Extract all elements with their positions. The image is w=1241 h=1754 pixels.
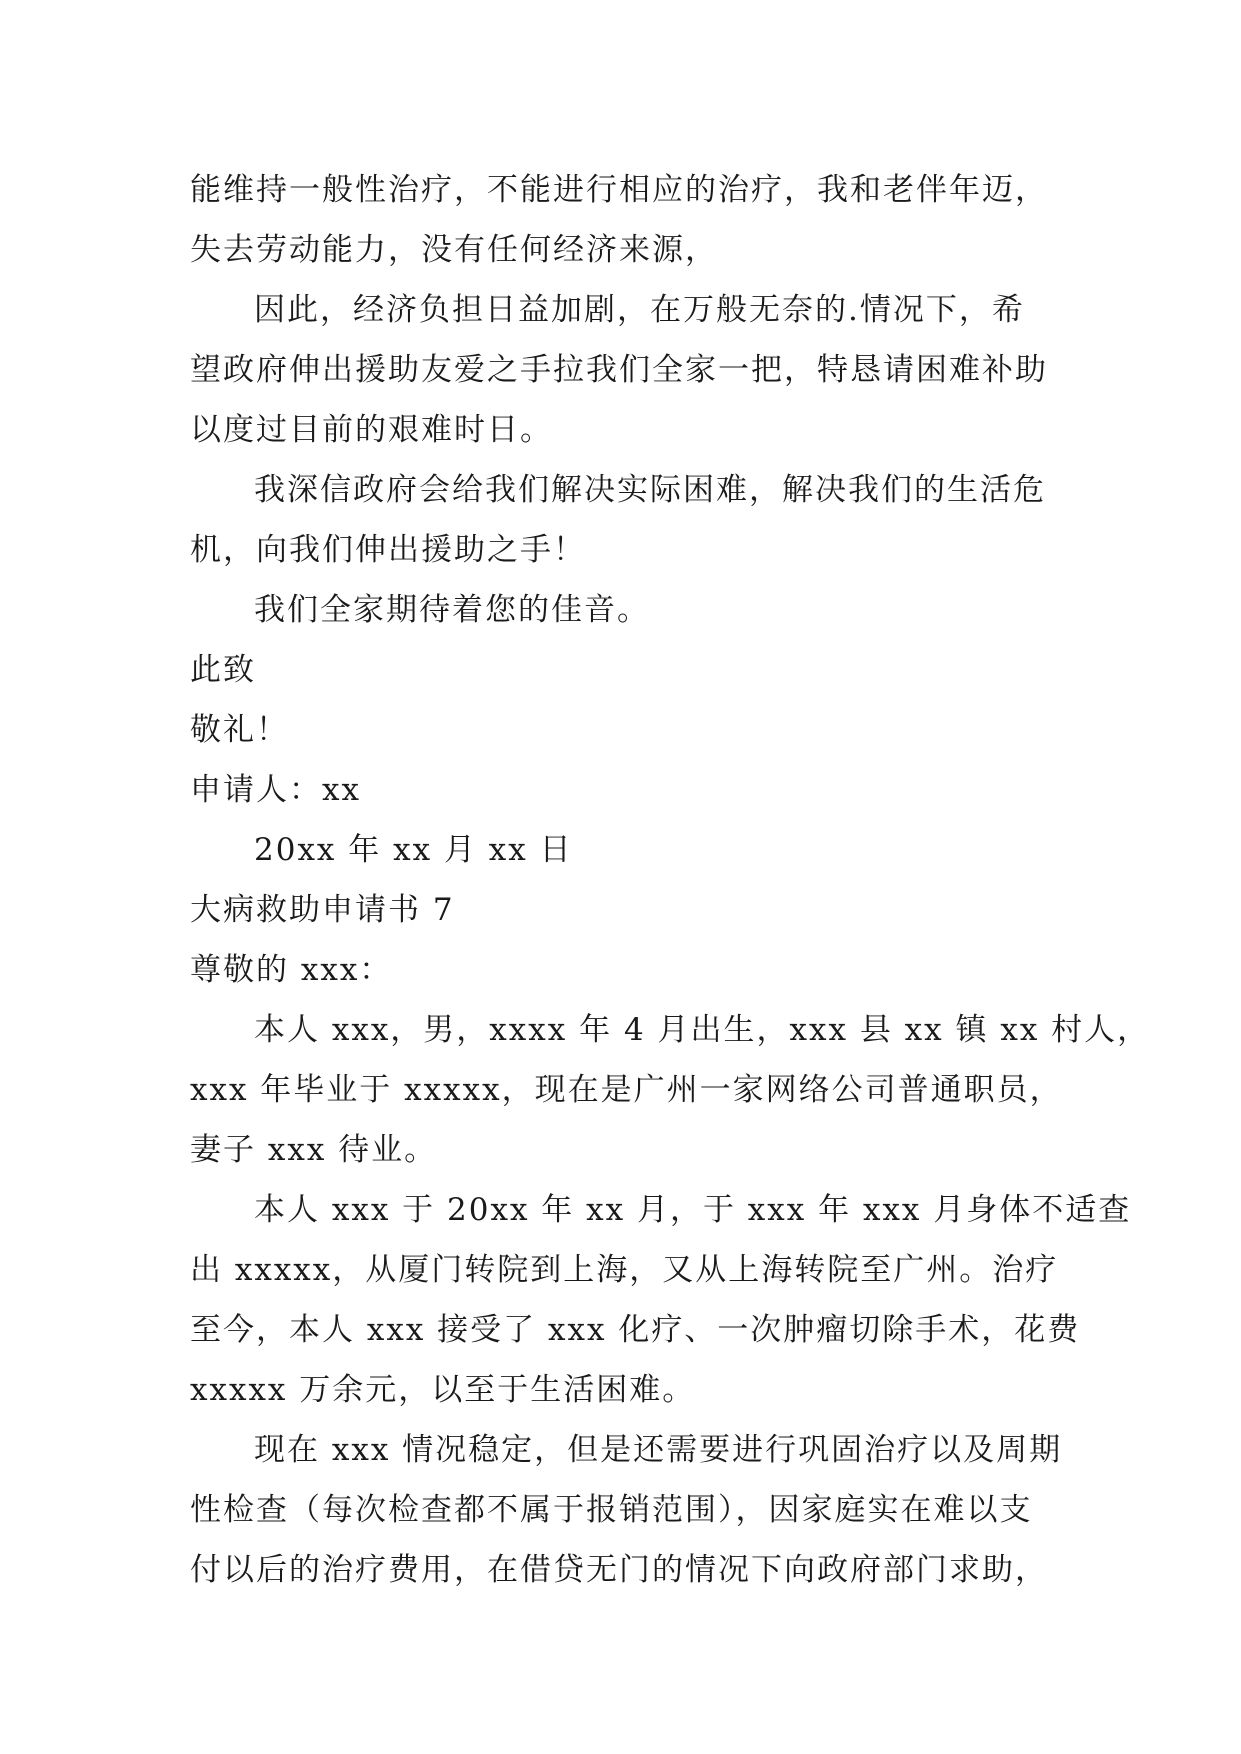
closing-salutation: 此致 (190, 652, 256, 688)
letter-greeting: 尊敬的 xxx： (190, 952, 393, 988)
letter-date: 20xx 年 xx 月 xx 日 (254, 832, 573, 868)
text-line: 性检查（每次检查都不属于报销范围），因家庭实在难以支 (190, 1492, 1033, 1528)
closing-regards: 敬礼！ (190, 712, 289, 748)
text-line: xxxxx 万余元，以至于生活困难。 (190, 1372, 696, 1408)
text-line: 以度过目前的艰难时日。 (190, 412, 553, 448)
text-line: 能维持一般性治疗，不能进行相应的治疗，我和老伴年迈， (190, 172, 1048, 208)
text-line: 出 xxxxx，从厦门转院到上海，又从上海转院至广州。治疗 (190, 1252, 1059, 1288)
text-line: 至今，本人 xxx 接受了 xxx 化疗、一次肿瘤切除手术，花费 (190, 1312, 1081, 1348)
text-line: 现在 xxx 情况稳定，但是还需要进行巩固治疗以及周期 (254, 1432, 1063, 1468)
text-line: 本人 xxx 于 20xx 年 xx 月，于 xxx 年 xxx 月身体不适查 (254, 1192, 1132, 1228)
text-line: xxx 年毕业于 xxxxx，现在是广州一家网络公司普通职员， (190, 1072, 1063, 1108)
text-line: 机，向我们伸出援助之手！ (190, 532, 586, 568)
text-line: 望政府伸出援助友爱之手拉我们全家一把，特恳请困难补助 (190, 352, 1048, 388)
text-line: 付以后的治疗费用，在借贷无门的情况下向政府部门求助， (190, 1552, 1048, 1588)
text-line: 本人 xxx，男，xxxx 年 4 月出生，xxx 县 xx 镇 xx 村人， (254, 1012, 1151, 1048)
text-line: 我深信政府会给我们解决实际困难，解决我们的生活危 (254, 472, 1046, 508)
text-line: 因此，经济负担日益加剧，在万般无奈的.情况下，希 (254, 292, 1025, 328)
text-line: 我们全家期待着您的佳音。 (254, 592, 650, 628)
document-body (190, 160, 1151, 1600)
section-title: 大病救助申请书 7 (190, 892, 455, 928)
text-line: 妻子 xxx 待业。 (190, 1132, 438, 1168)
text-line: 失去劳动能力，没有任何经济来源， (190, 232, 718, 268)
applicant-signature: 申请人：xx (190, 772, 361, 808)
